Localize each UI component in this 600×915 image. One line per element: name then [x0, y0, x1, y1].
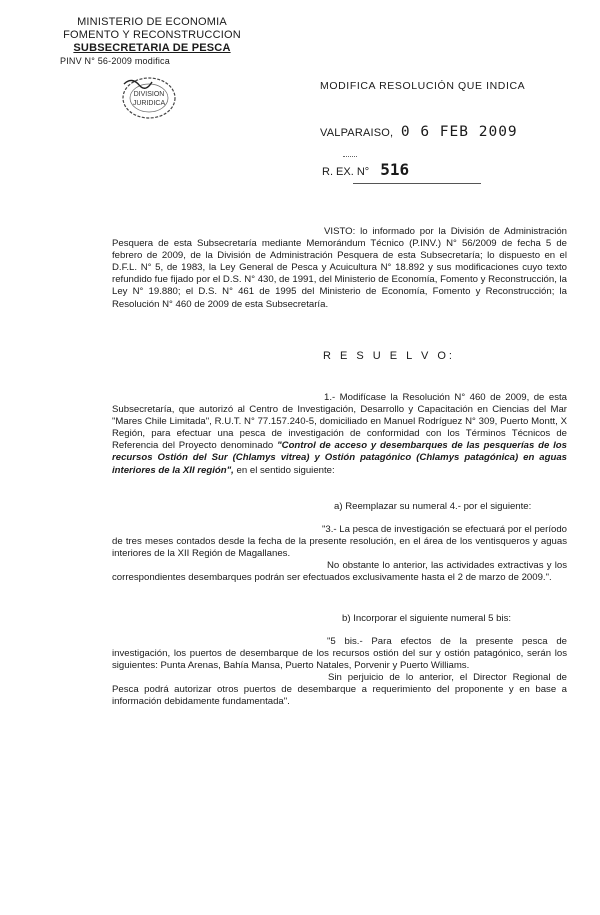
- place-label: VALPARAISO,: [320, 127, 394, 139]
- rex-number: 516: [380, 160, 410, 179]
- subsecretaria-label: SUBSECRETARIA DE PESCA: [73, 42, 231, 54]
- visto-text: VISTO: lo informado por la División de Administración Pesquera de esta Subsecretaría mediante Memorándum Técnico (P.INV.) N° 56/2009 de fecha 5 de febrero de 2009, de la División de Administración Pesquera de esta Subsecretaría; lo dispuesto en el D.F.L. N° 5, de 1983, la Ley General de Pesca y Acuicultura N° 18.892 y sus modificaciones cuyo texto refundido fue fijado por el D.S. N° 430, de 1991, del Ministerio de Economía, Fomento y Reconstrucción, la Ley N° 19.880; el D.S. N° 461 de 1995 del Ministerio de Economía, Fomento y Reconstrucción; la Resolución N° 460 de 2009 de esta Subsecretaría.: [112, 226, 567, 310]
- place-and-date: [320, 124, 518, 140]
- pinv-reference: PINV N° 56-2009 modifica: [60, 56, 170, 66]
- ministry-line-1: MINISTERIO DE ECONOMIA: [77, 16, 227, 28]
- resolution-number: [322, 160, 409, 179]
- article-1-part-2: en el sentido siguiente:: [236, 464, 335, 476]
- ministry-line-2: FOMENTO Y RECONSTRUCCION: [63, 29, 241, 41]
- item-b-paragraph-2: Sin perjuicio de lo anterior, el Director Regional de Pesca podrá autorizar otros puertos de desembarque a requerimiento del proponente y en base a información debidamente fundamentada".: [112, 672, 567, 708]
- item-b-label: b) Incorporar el siguiente numeral 5 bis:: [342, 613, 512, 624]
- rex-underline: [353, 183, 481, 184]
- item-a-paragraph-1: "3.- La pesca de investigación se efectuará por el período de tres meses contados desde la fecha de la presente resolución, en el área de los ventisqueros y aguas interiores de la XII Región de Magallanes.: [112, 524, 568, 560]
- item-b-paragraph-1: "5 bis.- Para efectos de la presente pesca de investigación, los puertos de desembarque de los recursos ostión del sur y ostión patagónico, serán los siguientes: Punta Arenas, Bahía Mansa, Puerto Natales, Porvenir y Puerto Williams.: [112, 636, 567, 672]
- resolution-subject: MODIFICA RESOLUCIÓN QUE INDICA: [320, 80, 526, 92]
- item-b-block: [112, 636, 567, 709]
- visto-paragraph: [112, 226, 567, 311]
- stamp-line-1: DIVISION: [133, 91, 165, 98]
- date-stamp: 0 6 FEB 2009: [400, 124, 518, 140]
- article-1-text: [112, 392, 567, 477]
- item-a-paragraph-2: No obstante lo anterior, las actividades extractivas y los correspondientes desembarques podrán ser efectuados exclusivamente hasta el 2 de marzo de 2009.".: [112, 560, 567, 584]
- item-a-block: [112, 524, 567, 584]
- division-juridica-stamp: [118, 72, 180, 124]
- stamp-line-2: JURIDICA: [132, 100, 166, 107]
- article-1-part-1: 1.- Modifícase la Resolución N° 460 de 2009, de esta Subsecretaría, que autorizó al Centro de Investigación, Desarrollo y Capacitación en Ciencias del Mar "Mares Chile Limitada", R.U.T. N° 77.157.240-5, domiciliado en Manuel Rodríguez N° 309, Puerto Montt, X Región, para efectuar una pesca de investigación de conformidad con los Términos Técnicos de Referencia del Proyecto denominado: [112, 392, 567, 452]
- project-title: "Control de acceso y desembarques de las pesquerías de los recursos Ostión del Sur (Chlamys vitrea) y Ostión patagónico (Chlamys patagónica) en aguas interiores de la XII región",: [112, 440, 567, 476]
- resuelvo-heading: R E S U E L V O:: [323, 350, 455, 362]
- item-a-label: a) Reemplazar su numeral 4.- por el siguiente:: [334, 501, 532, 512]
- article-1: [112, 392, 567, 477]
- rex-tick-mark: [343, 156, 357, 157]
- rex-label: R. EX. N°: [322, 166, 370, 178]
- letterhead: [52, 16, 252, 68]
